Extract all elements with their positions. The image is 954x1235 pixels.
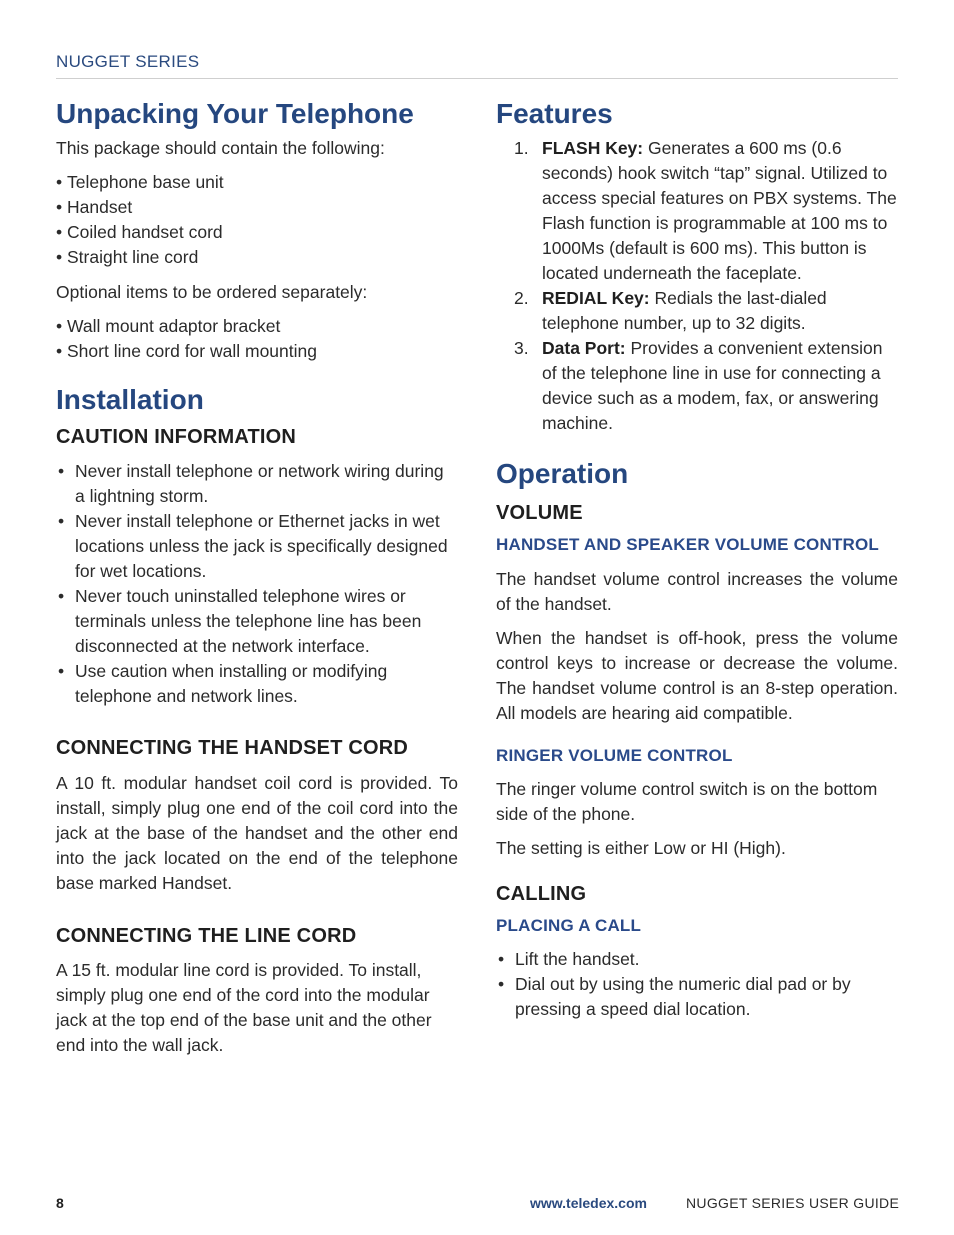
list-item: • Never install telephone or network wiring during a lightning storm. (56, 459, 458, 509)
installation-title: Installation (56, 384, 204, 415)
running-header: NUGGET SERIES (56, 52, 898, 79)
item-text: Generates a 600 ms (0.6 seconds) hook switch “tap” signal. Utilized to access special features on PBX systems. The Flash function is programmable at 100 ms to 1000Ms (default is 600 ms). This button is located underneath the faceplate. (542, 138, 897, 283)
item-number: 3. (514, 338, 529, 358)
list-item: • Never touch uninstalled telephone wires or terminals unless the telephone line has been disconnected at the network interface. (56, 584, 458, 659)
list-item: • Dial out by using the numeric dial pad or by pressing a speed dial location. (496, 972, 898, 1022)
item-text: Provides a convenient extension of the telephone line in use for connecting a device such as a modem, fax, or answering machine. (542, 338, 883, 433)
item-number: 2. (514, 288, 529, 308)
footer-guide-title: NUGGET SERIES USER GUIDE (686, 1195, 900, 1211)
list-item (496, 286, 898, 336)
list-item: • Lift the handset. (496, 947, 898, 972)
list-item: • Never install telephone or Ethernet jacks in wet locations unless the jack is specifically designed for wet locations. (56, 509, 458, 584)
list-item: • Straight line cord (56, 245, 458, 270)
handset-volume-text-2: When the handset is off-hook, press the volume control keys to increase or decrease the volume. The handset volume control is an 8-step operation. All models are hearing aid compatible. (496, 628, 898, 723)
list-item (496, 136, 898, 286)
caution-heading: CAUTION INFORMATION (56, 426, 297, 448)
line-cord-text: A 15 ft. modular line cord is provided. To install, simply plug one end of the cord into the modular jack at the top end of the base unit and the other end into the wall jack. (56, 960, 432, 1055)
unpacking-intro: This package should contain the following: (56, 138, 385, 158)
line-cord-heading: CONNECTING THE LINE CORD (56, 925, 357, 947)
package-contents-list (56, 170, 458, 270)
optional-intro: Optional items to be ordered separately: (56, 282, 368, 302)
handset-cord-text: A 10 ft. modular handset coil cord is provided. To install, simply plug one end of the coil cord into the jack at the base of the handset and the other end into the jack located on the end of the telephone base marked Handset. (56, 773, 458, 893)
item-label: FLASH Key: (542, 138, 644, 158)
handset-volume-text-1: The handset volume control increases the volume of the handset. (496, 569, 898, 614)
ringer-volume-text-2: The setting is either Low or HI (High). (496, 838, 786, 858)
unpacking-title: Unpacking Your Telephone (56, 98, 414, 129)
ringer-volume-text-1: The ringer volume control switch is on the bottom side of the phone. (496, 779, 878, 824)
caution-list (56, 459, 458, 709)
ringer-volume-heading: RINGER VOLUME CONTROL (496, 746, 733, 765)
placing-call-heading: PLACING A CALL (496, 916, 642, 935)
list-item: • Handset (56, 195, 458, 220)
left-column (56, 96, 458, 1058)
footer-url-link[interactable]: www.teledex.com (530, 1195, 647, 1211)
list-item: • Short line cord for wall mounting (56, 339, 458, 364)
features-title: Features (496, 98, 613, 129)
handset-volume-heading: HANDSET AND SPEAKER VOLUME CONTROL (496, 535, 880, 554)
handset-cord-heading: CONNECTING THE HANDSET CORD (56, 737, 409, 759)
list-item (496, 336, 898, 436)
operation-title: Operation (496, 458, 629, 489)
item-text: Redials the last-dialed telephone number, up to 32 digits. (542, 288, 827, 333)
right-column (496, 96, 898, 1022)
list-item: • Use caution when installing or modifying telephone and network lines. (56, 659, 458, 709)
placing-call-list (496, 947, 898, 1022)
list-item: • Coiled handset cord (56, 220, 458, 245)
item-label: Data Port: (542, 338, 626, 358)
calling-heading: CALLING (496, 883, 587, 905)
list-item: • Telephone base unit (56, 170, 458, 195)
page-number: 8 (56, 1195, 64, 1211)
list-item: • Wall mount adaptor bracket (56, 314, 458, 339)
optional-items-list (56, 314, 458, 364)
volume-heading: VOLUME (496, 502, 583, 524)
features-list (496, 136, 898, 436)
item-label: REDIAL Key: (542, 288, 650, 308)
item-number: 1. (514, 138, 529, 158)
